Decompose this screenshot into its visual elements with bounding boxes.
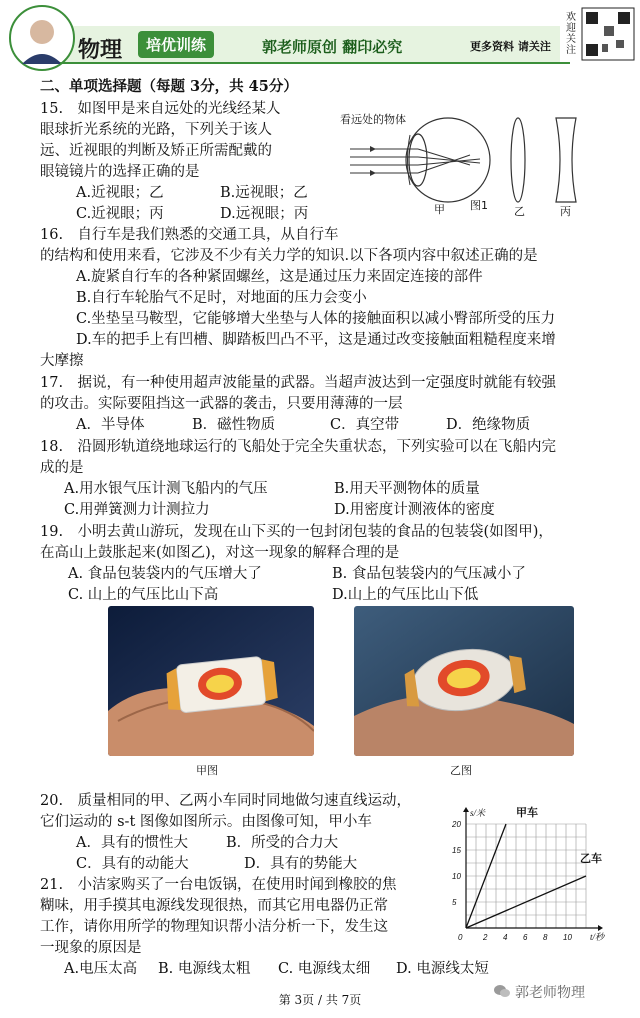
q20-option-b: B．所受的合力大 — [226, 835, 339, 851]
x-tick-label: 6 — [523, 933, 528, 942]
q17-option-c: C．真空带 — [330, 417, 400, 433]
q18-line1: 18. 沿圆形轨道绕地球运行的飞船处于完全失重状态，下列实验可以在飞船内完 — [40, 439, 557, 455]
page-footer: 第 3页 / 共 7页 — [278, 993, 362, 1007]
q21-option-d: D. 电源线太短 — [396, 961, 489, 977]
q16-option-a: A.旋紧自行车的各种紧固螺丝，这是通过压力来固定连接的部件 — [76, 269, 483, 285]
x-axis-label: t/秒 — [590, 932, 605, 942]
eye-lens-figure — [330, 105, 600, 220]
q20-option-a: A．具有的惯性大 — [76, 835, 188, 851]
q21-line3: 工作，请你用所学的物理知识帮小洁分析一下，发生这 — [40, 919, 388, 935]
wechat-icon — [494, 983, 510, 997]
q16-line2: 的结构和使用来看，它涉及不少有关力学的知识.以下各项内容中叙述正确的是 — [40, 248, 538, 264]
q16-option-c: C.坐垫呈马鞍型，它能够增大坐垫与人体的接触面积以减小臀部所受的压力 — [76, 311, 556, 327]
header-welcome: 欢迎关注 — [566, 12, 576, 56]
y-axis-label: s/米 — [470, 808, 486, 818]
series-label: 甲车 — [516, 806, 538, 819]
x-tick-label: 8 — [543, 933, 548, 942]
q20-line2: 它们运动的 s-t 图像如图所示。由图像可知，甲小车 — [40, 814, 372, 830]
q19-option-d: D.山上的气压比山下低 — [332, 587, 479, 603]
x-tick-label: 4 — [503, 933, 508, 942]
x-tick-label: 0 — [458, 933, 463, 942]
q21-option-c: C. 电源线太细 — [278, 961, 371, 977]
q17-line2: 的攻击。实际要阻挡这一武器的袭击，只要用薄薄的一层 — [40, 396, 403, 412]
fig1-number: 图1 — [470, 199, 488, 212]
q16-option-d-line2: 大摩擦 — [40, 353, 84, 369]
q21-option-b: B. 电源线太粗 — [158, 961, 251, 977]
q19-line2: 在高山上鼓胀起来(如图乙)，对这一现象的解释合理的是 — [40, 545, 400, 561]
q21-line4: 一现象的原因是 — [40, 940, 142, 956]
fig1-yi: 乙 — [514, 205, 525, 218]
q15-line3: 远、近视眼的判断及矫正所需配戴的 — [40, 143, 272, 159]
fig1-bing: 丙 — [560, 205, 571, 218]
q17-line1: 17. 据说，有一种使用超声波能量的武器。当超声波达到一定强度时就能有较强 — [40, 375, 557, 391]
q15-option-a: A.近视眼；乙 — [76, 185, 164, 201]
x-axis-arrow — [598, 925, 603, 931]
x-tick-label: 10 — [563, 933, 572, 942]
q16-line1: 16. 自行车是我们熟悉的交通工具，从自行车 — [40, 227, 339, 243]
q17-option-a: A．半导体 — [76, 417, 145, 433]
header-tag: 培优训练 — [138, 31, 214, 58]
q21-line1: 21. 小洁家购买了一台电饭锅，在使用时闻到橡胶的焦 — [40, 877, 397, 893]
st-graph — [440, 800, 610, 950]
section-title: 二、单项选择题（每题 3分，共 45分） — [40, 78, 298, 95]
q18-option-c: C.用弹簧测力计测拉力 — [64, 502, 210, 518]
photo-snack-bag-flat — [108, 606, 314, 756]
q18-option-a: A.用水银气压计测飞船内的气压 — [64, 481, 268, 497]
q17-option-b: B．磁性物质 — [192, 417, 276, 433]
q15-option-b: B.远视眼；乙 — [220, 185, 308, 201]
q20-option-d: D．具有的势能大 — [244, 856, 358, 872]
photo-caption-yi: 乙图 — [450, 764, 472, 777]
photo-snack-bag-puffed — [354, 606, 574, 756]
y-tick-label: 10 — [452, 872, 461, 881]
q18-line2: 成的是 — [40, 460, 84, 476]
series-label: 乙车 — [580, 852, 602, 865]
header-follow: 更多资料 请关注 — [470, 40, 551, 53]
qr-code — [582, 8, 634, 60]
y-tick-label: 5 — [452, 898, 457, 907]
fig1-label: 看远处的物体 — [340, 113, 406, 126]
y-tick-label: 20 — [452, 820, 461, 829]
q20-line1: 20. 质量相同的甲、乙两小车同时同地做匀速直线运动， — [40, 793, 412, 809]
q20-option-c: C．具有的动能大 — [76, 856, 189, 872]
q19-option-b: B. 食品包装袋内的气压减小了 — [332, 566, 526, 582]
q19-option-c: C. 山上的气压比山下高 — [68, 587, 219, 603]
q19-line1: 19. 小明去黄山游玩，发现在山下买的一包封闭包装的食品的包装袋(如图甲)， — [40, 524, 553, 540]
header-slogan: 郭老师原创 翻印必究 — [262, 38, 403, 56]
avatar — [10, 6, 74, 70]
watermark: 郭老师物理 — [515, 985, 585, 1001]
q15-option-d: D.远视眼；丙 — [220, 206, 309, 222]
q16-option-b: B.自行车轮胎气不足时，对地面的压力会变小 — [76, 290, 367, 306]
q16-option-d-line1: D.车的把手上有凹槽、脚踏板凹凸不平，这是通过改变接触面粗糙程度来增 — [76, 332, 556, 348]
y-tick-label: 15 — [452, 846, 461, 855]
q18-option-d: D.用密度计测液体的密度 — [334, 502, 495, 518]
q19-option-a: A. 食品包装袋内的气压增大了 — [68, 566, 262, 582]
photo-caption-jia: 甲图 — [196, 764, 218, 777]
q17-option-d: D．绝缘物质 — [446, 417, 531, 433]
q15-line4: 眼镜镜片的选择正确的是 — [40, 164, 200, 180]
header-title: 物理 — [78, 38, 123, 63]
y-axis-arrow — [463, 807, 469, 812]
q21-line2: 糊味，用手摸其电源线发现很热，而其它用电器仍正常 — [40, 898, 388, 914]
q15-line2: 眼球折光系统的光路，下列关于该人 — [40, 122, 272, 138]
x-tick-label: 2 — [483, 933, 488, 942]
q18-option-b: B.用天平测物体的质量 — [334, 481, 480, 497]
q21-option-a: A.电压太高 — [64, 961, 138, 977]
fig1-jia: 甲 — [434, 203, 445, 216]
q15-line1: 15. 如图甲是来自远处的光线经某人 — [40, 101, 281, 117]
q15-option-c: C.近视眼；丙 — [76, 206, 164, 222]
